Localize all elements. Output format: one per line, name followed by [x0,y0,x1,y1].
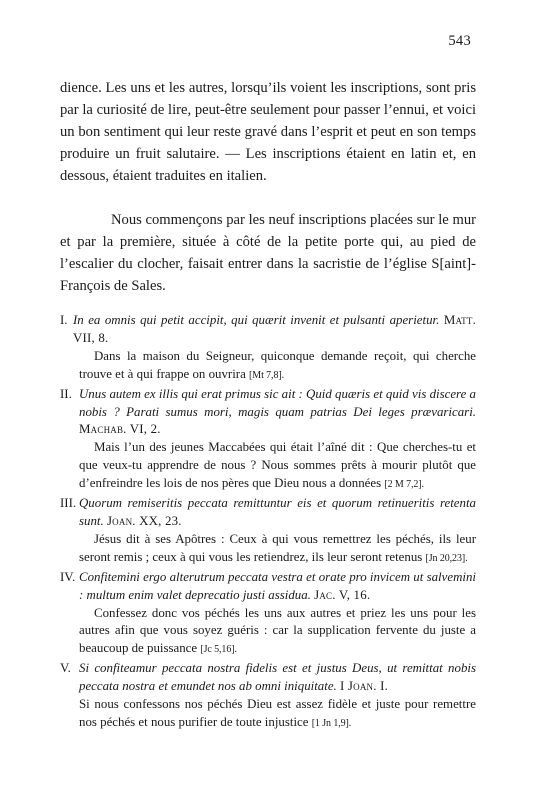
french-translation [60,531,476,568]
latin-quote: Unus autem ex illis qui erat primus sic ait : Quid quæris et quid vis discere a nobis ? Parati sumus mori, magis quam patrias Dei leges prævaricari. [79,386,476,419]
inscriptions-list [60,312,476,734]
scripture-reference: Matt. VII, 8. [73,313,476,345]
latin-text [60,660,476,696]
french-translation [60,605,476,660]
latin-text [60,495,476,531]
inscription-item [60,660,476,733]
translation-text: Jésus dit à ses Apôtres : Ceux à qui vous remettrez les péchés, ils leur seront remis ; ceux à qui vous les retiendrez, ils leur seront retenus [79,531,476,564]
inscription-item [60,386,476,494]
inscription-item [60,569,476,660]
inscription-numeral: IV. [60,569,76,584]
inscription-item [60,495,476,568]
body-paragraph-1: dience. Les uns et les autres, lorsqu’ils voient les inscriptions, sont pris par la curiosité de lire, peut-être seulement pour passer l’ennui, et voici un bon sentiment qui leur reste gravé dans l’esprit et peut en son temps produire un fruit salutaire. — Les inscriptions étaient en latin et, en dessous, étaient traduites en italien. [60,80,476,185]
bible-citation: [Mt 7,8]. [249,369,284,381]
translation-text: Si nous confessons nos péchés Dieu est assez fidèle et juste pour remettre nos péchés et nous purifier de toute injustice [79,697,476,729]
scripture-reference: Machab. VI, 2. [79,422,161,437]
french-translation [60,348,476,385]
bible-citation: [Jn 20,23]. [425,552,468,564]
inscription-numeral: II. [60,386,72,401]
latin-quote: Confitemini ergo alterutrum peccata vestra et orate pro invicem ut salvemini : multum enim valet deprecatio justi assidua. [79,569,476,602]
inscription-numeral: V. [60,661,71,676]
latin-quote: Si confiteamur peccata nostra fidelis est et justus Deus, ut remittat nobis peccata nostra et emundet nos ab omni iniquitate. [79,661,476,694]
latin-text [60,386,476,440]
french-translation [60,696,476,733]
scripture-reference: I Joan. I. [340,679,389,694]
inscription-numeral: III. [60,496,77,511]
latin-text [60,312,476,348]
inscription-item [60,312,476,385]
french-translation [60,439,476,494]
body-paragraph-2: Nous commençons par les neuf inscriptions placées sur le mur et par la première, située à côté de la petite porte qui, au pied de l’escalier du clocher, faisait entrer dans la sacristie de l’église S[aint]-François de Sales. [60,212,476,295]
inscription-numeral: I. [60,313,68,327]
page-number: 543 [448,33,471,49]
latin-text [60,569,476,605]
bible-citation: [1 Jn 1,9]. [311,717,352,729]
latin-quote: Quorum remiseritis peccata remittuntur eis et quorum retinueritis retenta sunt. [79,496,476,528]
scripture-reference: Jac. V, 16. [314,587,371,602]
bible-citation: [2 M 7,2]. [384,479,424,491]
translation-text: Confessez donc vos péchés les uns aux autres et priez les uns pour les autres afin que vous soyez guéris : car la supplication fervente du juste a beaucoup de puissance [79,605,476,656]
bible-citation: [Jc 5,16]. [200,644,237,656]
scripture-reference: Joan. XX, 23. [106,513,182,528]
translation-text: Dans la maison du Seigneur, quiconque demande reçoit, qui cherche trouve et à qui frappe on ouvrira [79,348,476,381]
translation-text: Mais l’un des jeunes Maccabées qui était l’aîné dit : Que cherches-tu et que veux-tu apprendre de nous ? Nous sommes prêts à mourir plutôt que d’enfreindre les lois de nos pères que Dieu nous a données [79,440,476,491]
latin-quote: In ea omnis qui petit accipit, qui quærit invenit et pulsanti aperietur. [73,313,440,327]
